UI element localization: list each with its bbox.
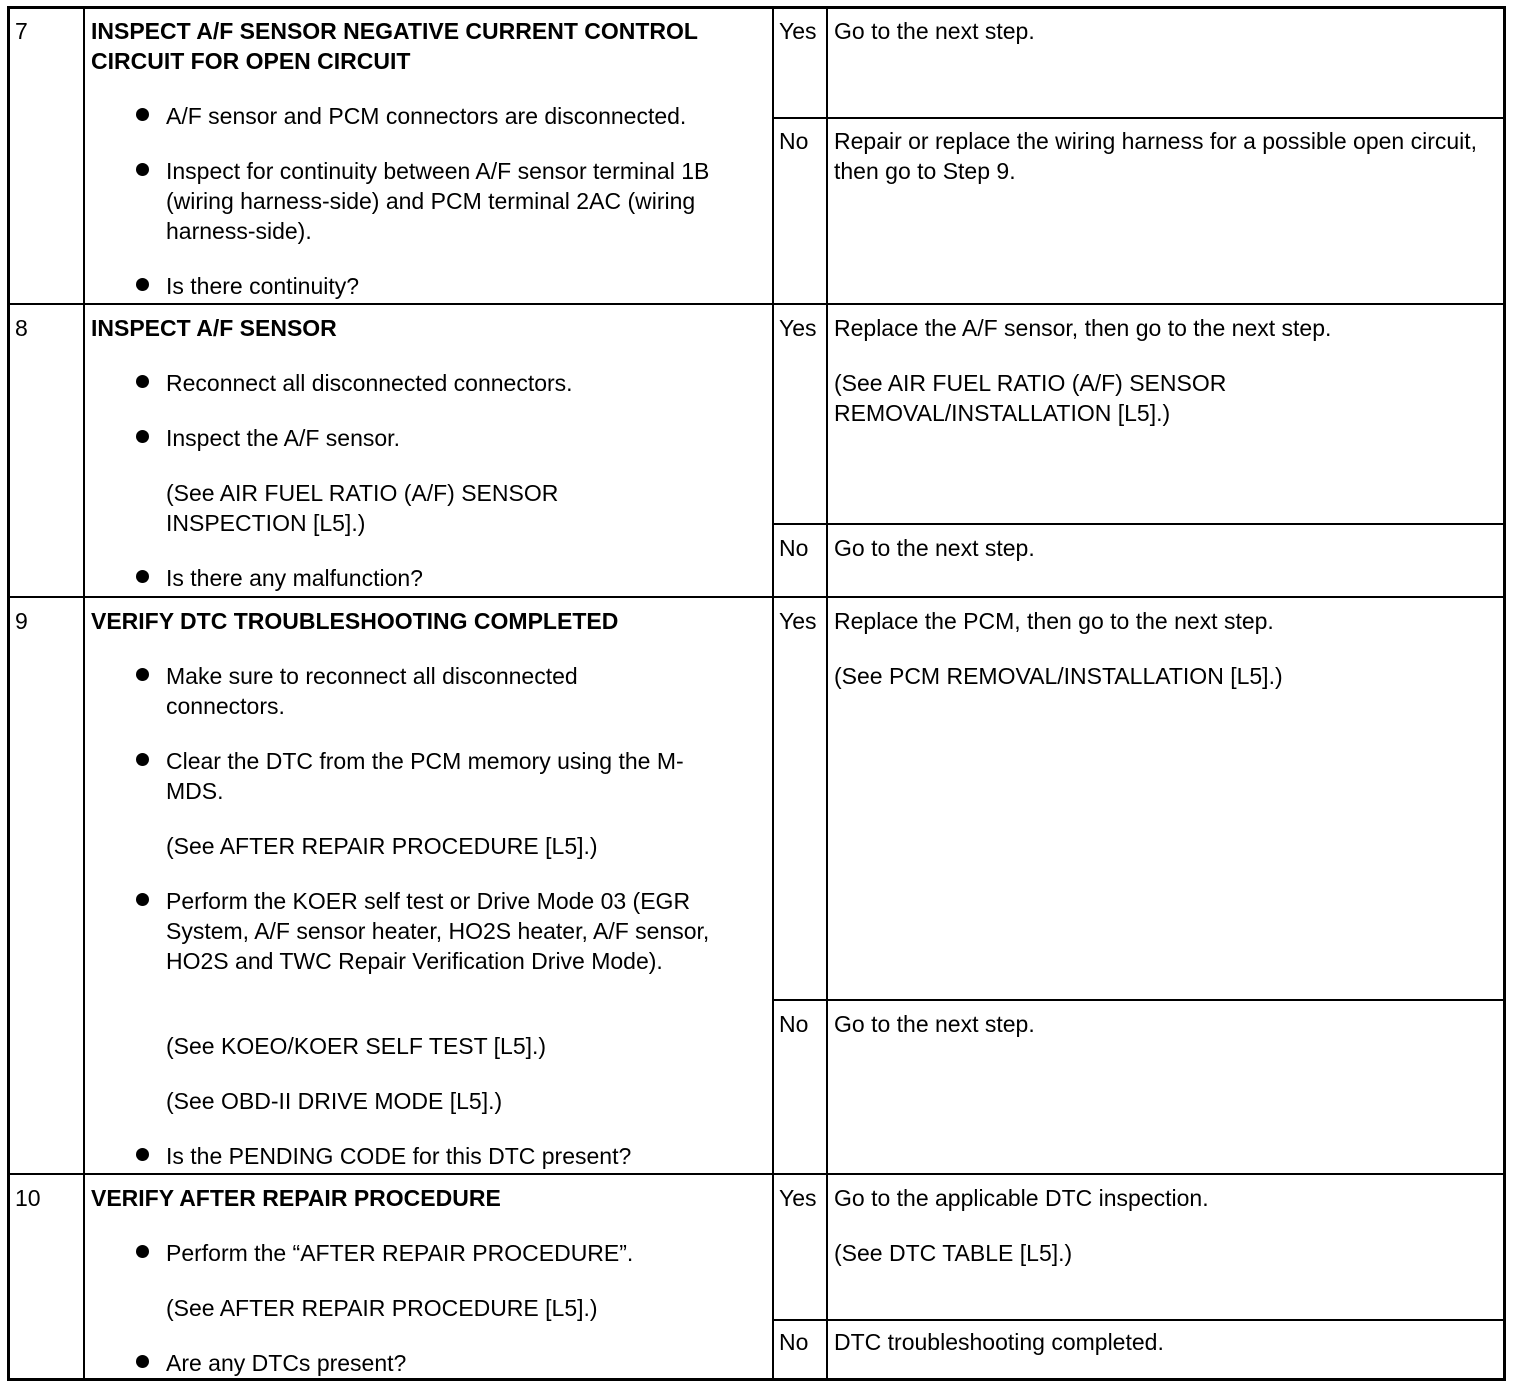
- step-title: INSPECT A/F SENSOR: [91, 315, 337, 341]
- no-label: No: [779, 1011, 809, 1037]
- yes-action: Replace the PCM, then go to the next step.: [834, 608, 1274, 634]
- step-bullet: Inspect the A/F sensor.: [166, 425, 400, 451]
- no-label: No: [779, 128, 809, 154]
- no-action: Repair or replace the wiring harness for a possible open circuit, then go to Step 9.: [834, 128, 1478, 184]
- yes-label: Yes: [779, 1185, 817, 1211]
- bullet-icon: [136, 1245, 149, 1258]
- step-note: (See AFTER REPAIR PROCEDURE [L5].): [166, 1295, 598, 1321]
- step-bullet: Is there any malfunction?: [166, 565, 423, 591]
- yes-action-note: (See DTC TABLE [L5].): [834, 1240, 1073, 1266]
- troubleshooting-table: [7, 6, 1506, 1381]
- step-bullet: Perform the “AFTER REPAIR PROCEDURE”.: [166, 1240, 634, 1266]
- yes-action: Go to the applicable DTC inspection.: [834, 1185, 1209, 1211]
- row-divider: [10, 596, 1503, 598]
- step-number: 9: [15, 608, 28, 634]
- bullet-icon: [136, 108, 149, 121]
- no-action: Go to the next step.: [834, 535, 1035, 561]
- row-divider: [10, 303, 1503, 305]
- step-note: (See AFTER REPAIR PROCEDURE [L5].): [166, 833, 598, 859]
- bullet-icon: [136, 570, 149, 583]
- step-note: (See OBD-II DRIVE MODE [L5].): [166, 1088, 503, 1114]
- yes-no-divider: [772, 117, 1503, 119]
- step-title: VERIFY DTC TROUBLESHOOTING COMPLETED: [91, 608, 619, 634]
- bullet-icon: [136, 668, 149, 681]
- step-title: VERIFY AFTER REPAIR PROCEDURE: [91, 1185, 501, 1211]
- yes-action-note: (See AIR FUEL RATIO (A/F) SENSOR REMOVAL/INSTALLATION [L5].): [834, 370, 1227, 426]
- step-note: (See KOEO/KOER SELF TEST [L5].): [166, 1033, 547, 1059]
- bullet-icon: [136, 430, 149, 443]
- yes-action: Replace the A/F sensor, then go to the next step.: [834, 315, 1332, 341]
- yes-action-note: (See PCM REMOVAL/INSTALLATION [L5].): [834, 663, 1283, 689]
- bullet-icon: [136, 163, 149, 176]
- step-bullet: A/F sensor and PCM connectors are disconnected.: [166, 103, 687, 129]
- step-title: INSPECT A/F SENSOR NEGATIVE CURRENT CONTROL CIRCUIT FOR OPEN CIRCUIT: [91, 18, 698, 74]
- bullet-icon: [136, 1148, 149, 1161]
- no-label: No: [779, 535, 809, 561]
- step-bullet: Make sure to reconnect all disconnected connectors.: [166, 663, 578, 719]
- no-action: Go to the next step.: [834, 1011, 1035, 1037]
- bullet-icon: [136, 1355, 149, 1368]
- yes-label: Yes: [779, 18, 817, 44]
- step-note: (See AIR FUEL RATIO (A/F) SENSOR INSPECTION [L5].): [166, 480, 559, 536]
- step-bullet: Clear the DTC from the PCM memory using the M-MDS.: [166, 748, 684, 804]
- yes-no-divider: [772, 523, 1503, 525]
- step-number: 8: [15, 315, 28, 341]
- yes-no-divider: [772, 1319, 1503, 1321]
- bullet-icon: [136, 753, 149, 766]
- bullet-icon: [136, 375, 149, 388]
- step-bullet: Inspect for continuity between A/F sensor terminal 1B (wiring harness-side) and PCM terminal 2AC (wiring harness-side).: [166, 158, 710, 244]
- no-action: DTC troubleshooting completed.: [834, 1329, 1164, 1355]
- bullet-icon: [136, 893, 149, 906]
- step-number: 7: [15, 18, 28, 44]
- yes-no-divider: [772, 999, 1503, 1001]
- step-bullet: Is there continuity?: [166, 273, 360, 299]
- step-bullet: Reconnect all disconnected connectors.: [166, 370, 573, 396]
- yes-label: Yes: [779, 608, 817, 634]
- step-bullet: Are any DTCs present?: [166, 1350, 407, 1376]
- row-divider: [10, 1173, 1503, 1175]
- yes-action: Go to the next step.: [834, 18, 1035, 44]
- no-label: No: [779, 1329, 809, 1355]
- step-bullet: Is the PENDING CODE for this DTC present?: [166, 1143, 632, 1169]
- step-number: 10: [15, 1185, 41, 1211]
- step-bullet: Perform the KOER self test or Drive Mode 03 (EGR System, A/F sensor heater, HO2S heater, A/F sensor, HO2S and TWC Repair Verification Drive Mode).: [166, 888, 710, 974]
- bullet-icon: [136, 278, 149, 291]
- yes-label: Yes: [779, 315, 817, 341]
